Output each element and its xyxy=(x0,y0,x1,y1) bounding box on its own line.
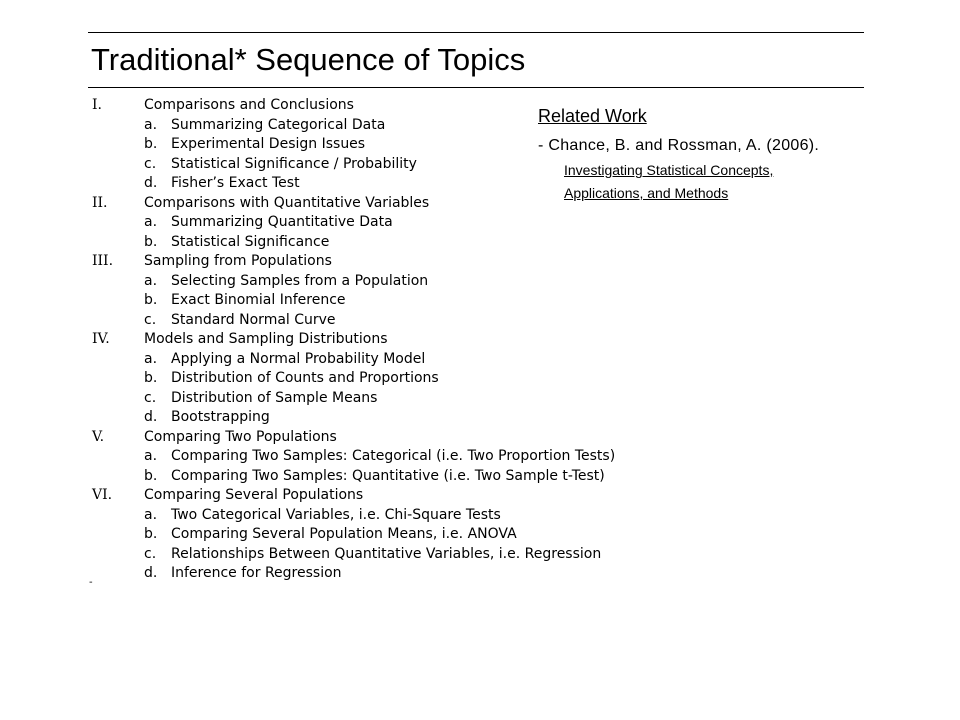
subtopic-text: Selecting Samples from a Population xyxy=(171,272,429,289)
subtopic-text: Experimental Design Issues xyxy=(171,136,366,152)
subtopic-text: Standard Normal Curve xyxy=(171,311,336,328)
subtopic-text: Statistical Significance / Probability xyxy=(171,155,417,172)
section-heading: Comparing Two Populations xyxy=(144,428,337,445)
subtopic-letter: a. xyxy=(144,506,158,523)
section-numeral: III. xyxy=(92,253,114,269)
subtopic-letter: d. xyxy=(144,409,158,425)
subtopic-text: Applying a Normal Probability Model xyxy=(171,350,426,367)
subtopic-text: Summarizing Quantitative Data xyxy=(171,214,393,230)
subtopic-letter: a. xyxy=(144,350,158,367)
subtopic-letter: d. xyxy=(144,175,158,191)
subtopic-row xyxy=(92,369,652,389)
subtopic-letter: c. xyxy=(144,311,157,328)
subtopic-letter: b. xyxy=(144,136,158,152)
section-heading: Comparing Several Populations xyxy=(144,487,364,503)
reference-citation: - Chance, B. and Rossman, A. (2006). xyxy=(538,137,820,154)
section-heading: Models and Sampling Distributions xyxy=(144,331,388,347)
section-row xyxy=(92,330,652,350)
subtopic-letter: b. xyxy=(144,526,158,542)
section-numeral: IV. xyxy=(92,331,110,347)
subtopic-row xyxy=(92,233,652,253)
subtopic-row xyxy=(92,291,652,311)
subtopic-text: Comparing Two Samples: Quantitative (i.e. Two Sample t-Test) xyxy=(171,467,605,484)
subtopic-row xyxy=(92,506,652,526)
subtopic-text: Comparing Two Samples: Categorical (i.e. Two Proportion Tests) xyxy=(171,448,616,464)
subtopic-text: Statistical Significance xyxy=(171,233,330,250)
related-work-heading[interactable]: Related Work xyxy=(538,106,647,126)
subtopic-text: Relationships Between Quantitative Variables, i.e. Regression xyxy=(171,545,602,562)
section-numeral: VI. xyxy=(92,487,113,503)
subtopic-text: Bootstrapping xyxy=(171,409,270,425)
section-numeral: V. xyxy=(92,428,105,445)
trailing-mark: - xyxy=(89,577,93,588)
subtopic-row xyxy=(92,408,652,428)
subtopic-letter: c. xyxy=(144,155,157,172)
subtopic-letter: a. xyxy=(144,448,158,464)
subtopic-row xyxy=(92,272,652,292)
slide-title: Traditional* Sequence of Topics xyxy=(91,42,526,77)
subtopic-letter: c. xyxy=(144,389,157,406)
subtopic-text: Fisher’s Exact Test xyxy=(171,175,300,191)
subtopic-letter: d. xyxy=(144,565,158,581)
subtopic-letter: b. xyxy=(144,467,158,484)
subtopic-row xyxy=(92,213,652,233)
book-title-link-line2[interactable]: Applications, and Methods xyxy=(564,185,729,201)
subtopic-text: Inference for Regression xyxy=(171,565,342,581)
section-heading: Comparisons and Conclusions xyxy=(144,97,354,113)
subtopic-row xyxy=(92,545,652,565)
section-heading: Comparisons with Quantitative Variables xyxy=(144,194,430,211)
book-title-link-line1[interactable]: Investigating Statistical Concepts, xyxy=(564,162,774,178)
title-underline-rule xyxy=(88,87,864,88)
subtopic-row xyxy=(92,467,652,487)
subtopic-letter: b. xyxy=(144,233,158,250)
subtopic-row xyxy=(92,389,652,409)
section-heading: Sampling from Populations xyxy=(144,253,332,269)
top-rule xyxy=(88,32,864,33)
subtopic-text: Distribution of Counts and Proportions xyxy=(171,370,439,386)
subtopic-text: Two Categorical Variables, i.e. Chi-Square Tests xyxy=(171,506,501,523)
subtopic-row xyxy=(92,311,652,331)
subtopic-row xyxy=(92,525,652,545)
subtopic-letter: c. xyxy=(144,545,157,562)
subtopic-row xyxy=(92,564,652,584)
subtopic-text: Comparing Several Population Means, i.e. ANOVA xyxy=(171,526,517,542)
subtopic-letter: b. xyxy=(144,370,158,386)
subtopic-text: Exact Binomial Inference xyxy=(171,292,346,308)
subtopic-letter: b. xyxy=(144,292,158,308)
subtopic-text: Distribution of Sample Means xyxy=(171,389,378,406)
section-numeral: II. xyxy=(92,194,108,211)
subtopic-letter: a. xyxy=(144,116,158,133)
subtopic-letter: a. xyxy=(144,214,158,230)
section-row xyxy=(92,252,652,272)
subtopic-text: Summarizing Categorical Data xyxy=(171,116,386,133)
section-row xyxy=(92,428,652,448)
subtopic-letter: a. xyxy=(144,272,158,289)
subtopic-row xyxy=(92,447,652,467)
section-numeral: I. xyxy=(92,97,102,113)
section-row xyxy=(92,486,652,506)
subtopic-row xyxy=(92,350,652,370)
